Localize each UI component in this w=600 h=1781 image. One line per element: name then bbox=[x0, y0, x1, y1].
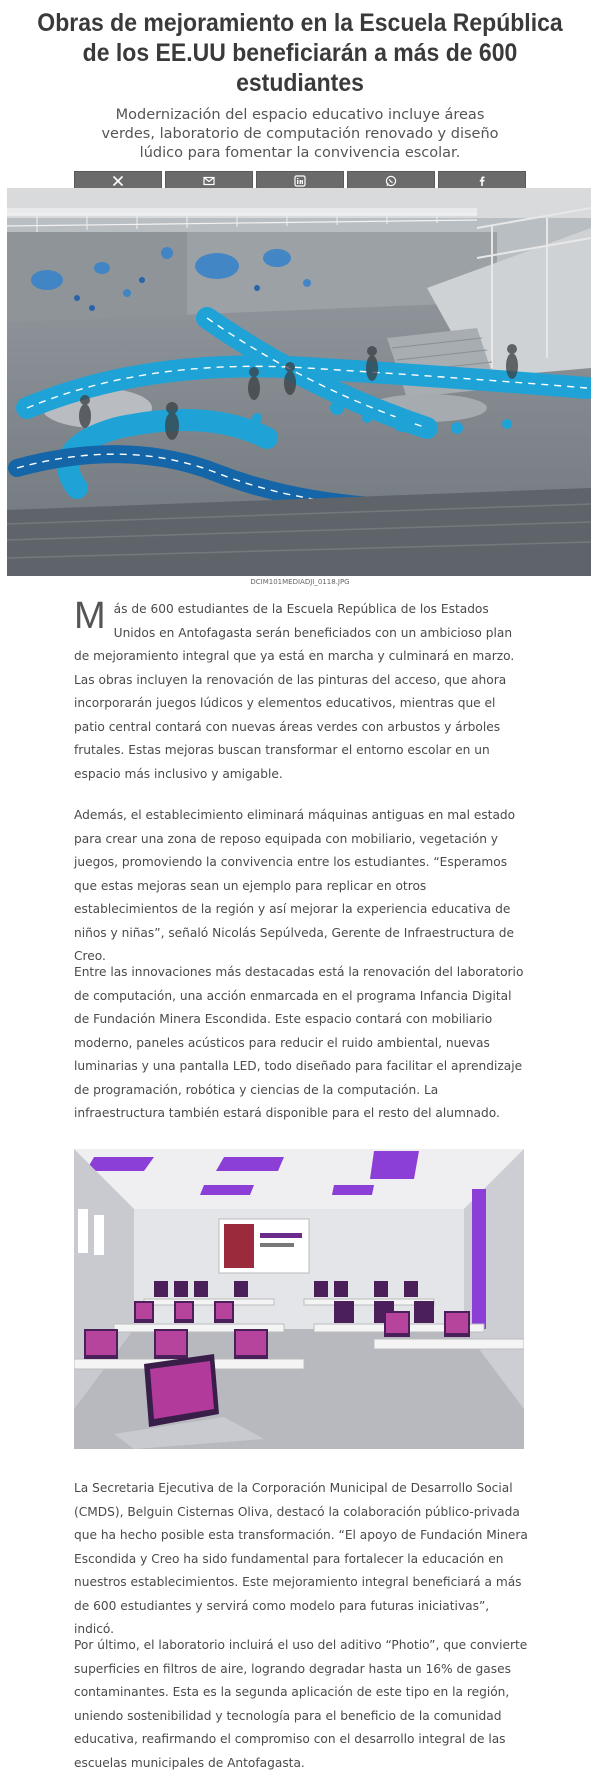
linkedin-icon bbox=[294, 175, 306, 187]
paragraph-text: ás de 600 estudiantes de la Escuela República de los Estados Unidos en Antofagasta serán beneficiados con un ambicioso plan de mejoramiento integral que ya está en marcha y culminará en marzo. Las obras incluyen la renovación de las pinturas del acceso, que ahora incorporarán juegos lúdicos y elementos educativos, mientras que el patio central contará con nuevas áreas verdes con arbustos y árboles frutales. Estas mejoras buscan transformar el entorno escolar en un espacio más inclusivo y amigable. bbox=[74, 602, 515, 781]
article-title: Obras de mejoramiento en la Escuela República de los EE.UU beneficiarán a más de 600 estudiantes bbox=[37, 9, 563, 97]
computer-lab-illustration bbox=[74, 1149, 524, 1449]
facebook-icon bbox=[476, 175, 488, 187]
article-subtitle: Modernización del espacio educativo incluye áreas verdes, laboratorio de computación renovado y diseño lúdico para fomentar la convivencia escolar. bbox=[101, 107, 499, 161]
paragraph-text: La Secretaria Ejecutiva de la Corporación Municipal de Desarrollo Social (CMDS), Belguin Cisternas Oliva, destacó la colaboración público-privada que ha hecho posible esta transformación. “El apoyo de Fundación Minera Escondida y Creo ha sido fundamental para fortalecer la educación en nuestros establecimientos. Este mejoramiento integral beneficiará a más de 600 estudiantes y servirá como modelo para futuras iniciativas”, indicó. bbox=[74, 1481, 528, 1636]
drop-cap: M bbox=[74, 595, 106, 637]
paragraph-text: Por último, el laboratorio incluirá el uso del aditivo “Photio”, que convierte superficies en filtros de aire, logrando degradar hasta un 16% de gases contaminantes. Esta es la segunda aplicación de este tipo en la región, uniendo sostenibilidad y tecnología para el beneficio de la comunidad educativa, reafirmando el compromiso con el desarrollo integral de las escuelas municipales de Antofagasta. bbox=[74, 1638, 528, 1770]
hero-caption: DCIM101MEDIADJI_0118.JPG bbox=[250, 578, 350, 586]
article-paragraph-4 bbox=[74, 1477, 528, 1642]
whatsapp-icon bbox=[385, 175, 397, 187]
article-paragraph-1 bbox=[74, 595, 528, 786]
article-paragraph-2 bbox=[74, 804, 528, 969]
schoolyard-illustration bbox=[7, 188, 591, 576]
article-paragraph-5 bbox=[74, 1634, 528, 1775]
x-icon bbox=[112, 175, 124, 187]
lab-image bbox=[74, 1149, 524, 1449]
hero-image bbox=[7, 188, 591, 576]
article-paragraph-3 bbox=[74, 961, 528, 1126]
paragraph-text: Entre las innovaciones más destacadas está la renovación del laboratorio de computación, una acción enmarcada en el programa Infancia Digital de Fundación Minera Escondida. Este espacio contará con mobiliario moderno, paneles acústicos para reducir el ruido ambiental, nuevas luminarias y una pantalla LED, todo diseñado para facilitar el aprendizaje de programación, robótica y ciencias de la computación. La infraestructura también estará disponible para el resto del alumnado. bbox=[74, 965, 524, 1120]
paragraph-text: Además, el establecimiento eliminará máquinas antiguas en mal estado para crear una zona de reposo equipada con mobiliario, vegetación y juegos, promoviendo la convivencia entre los estudiantes. “Esperamos que estas mejoras sean un ejemplo para replicar en otros establecimientos de la región y así mejorar la experiencia educativa de niños y niñas”, señaló Nicolás Sepúlveda, Gerente de Infraestructura de Creo. bbox=[74, 808, 516, 963]
email-icon bbox=[203, 175, 215, 187]
